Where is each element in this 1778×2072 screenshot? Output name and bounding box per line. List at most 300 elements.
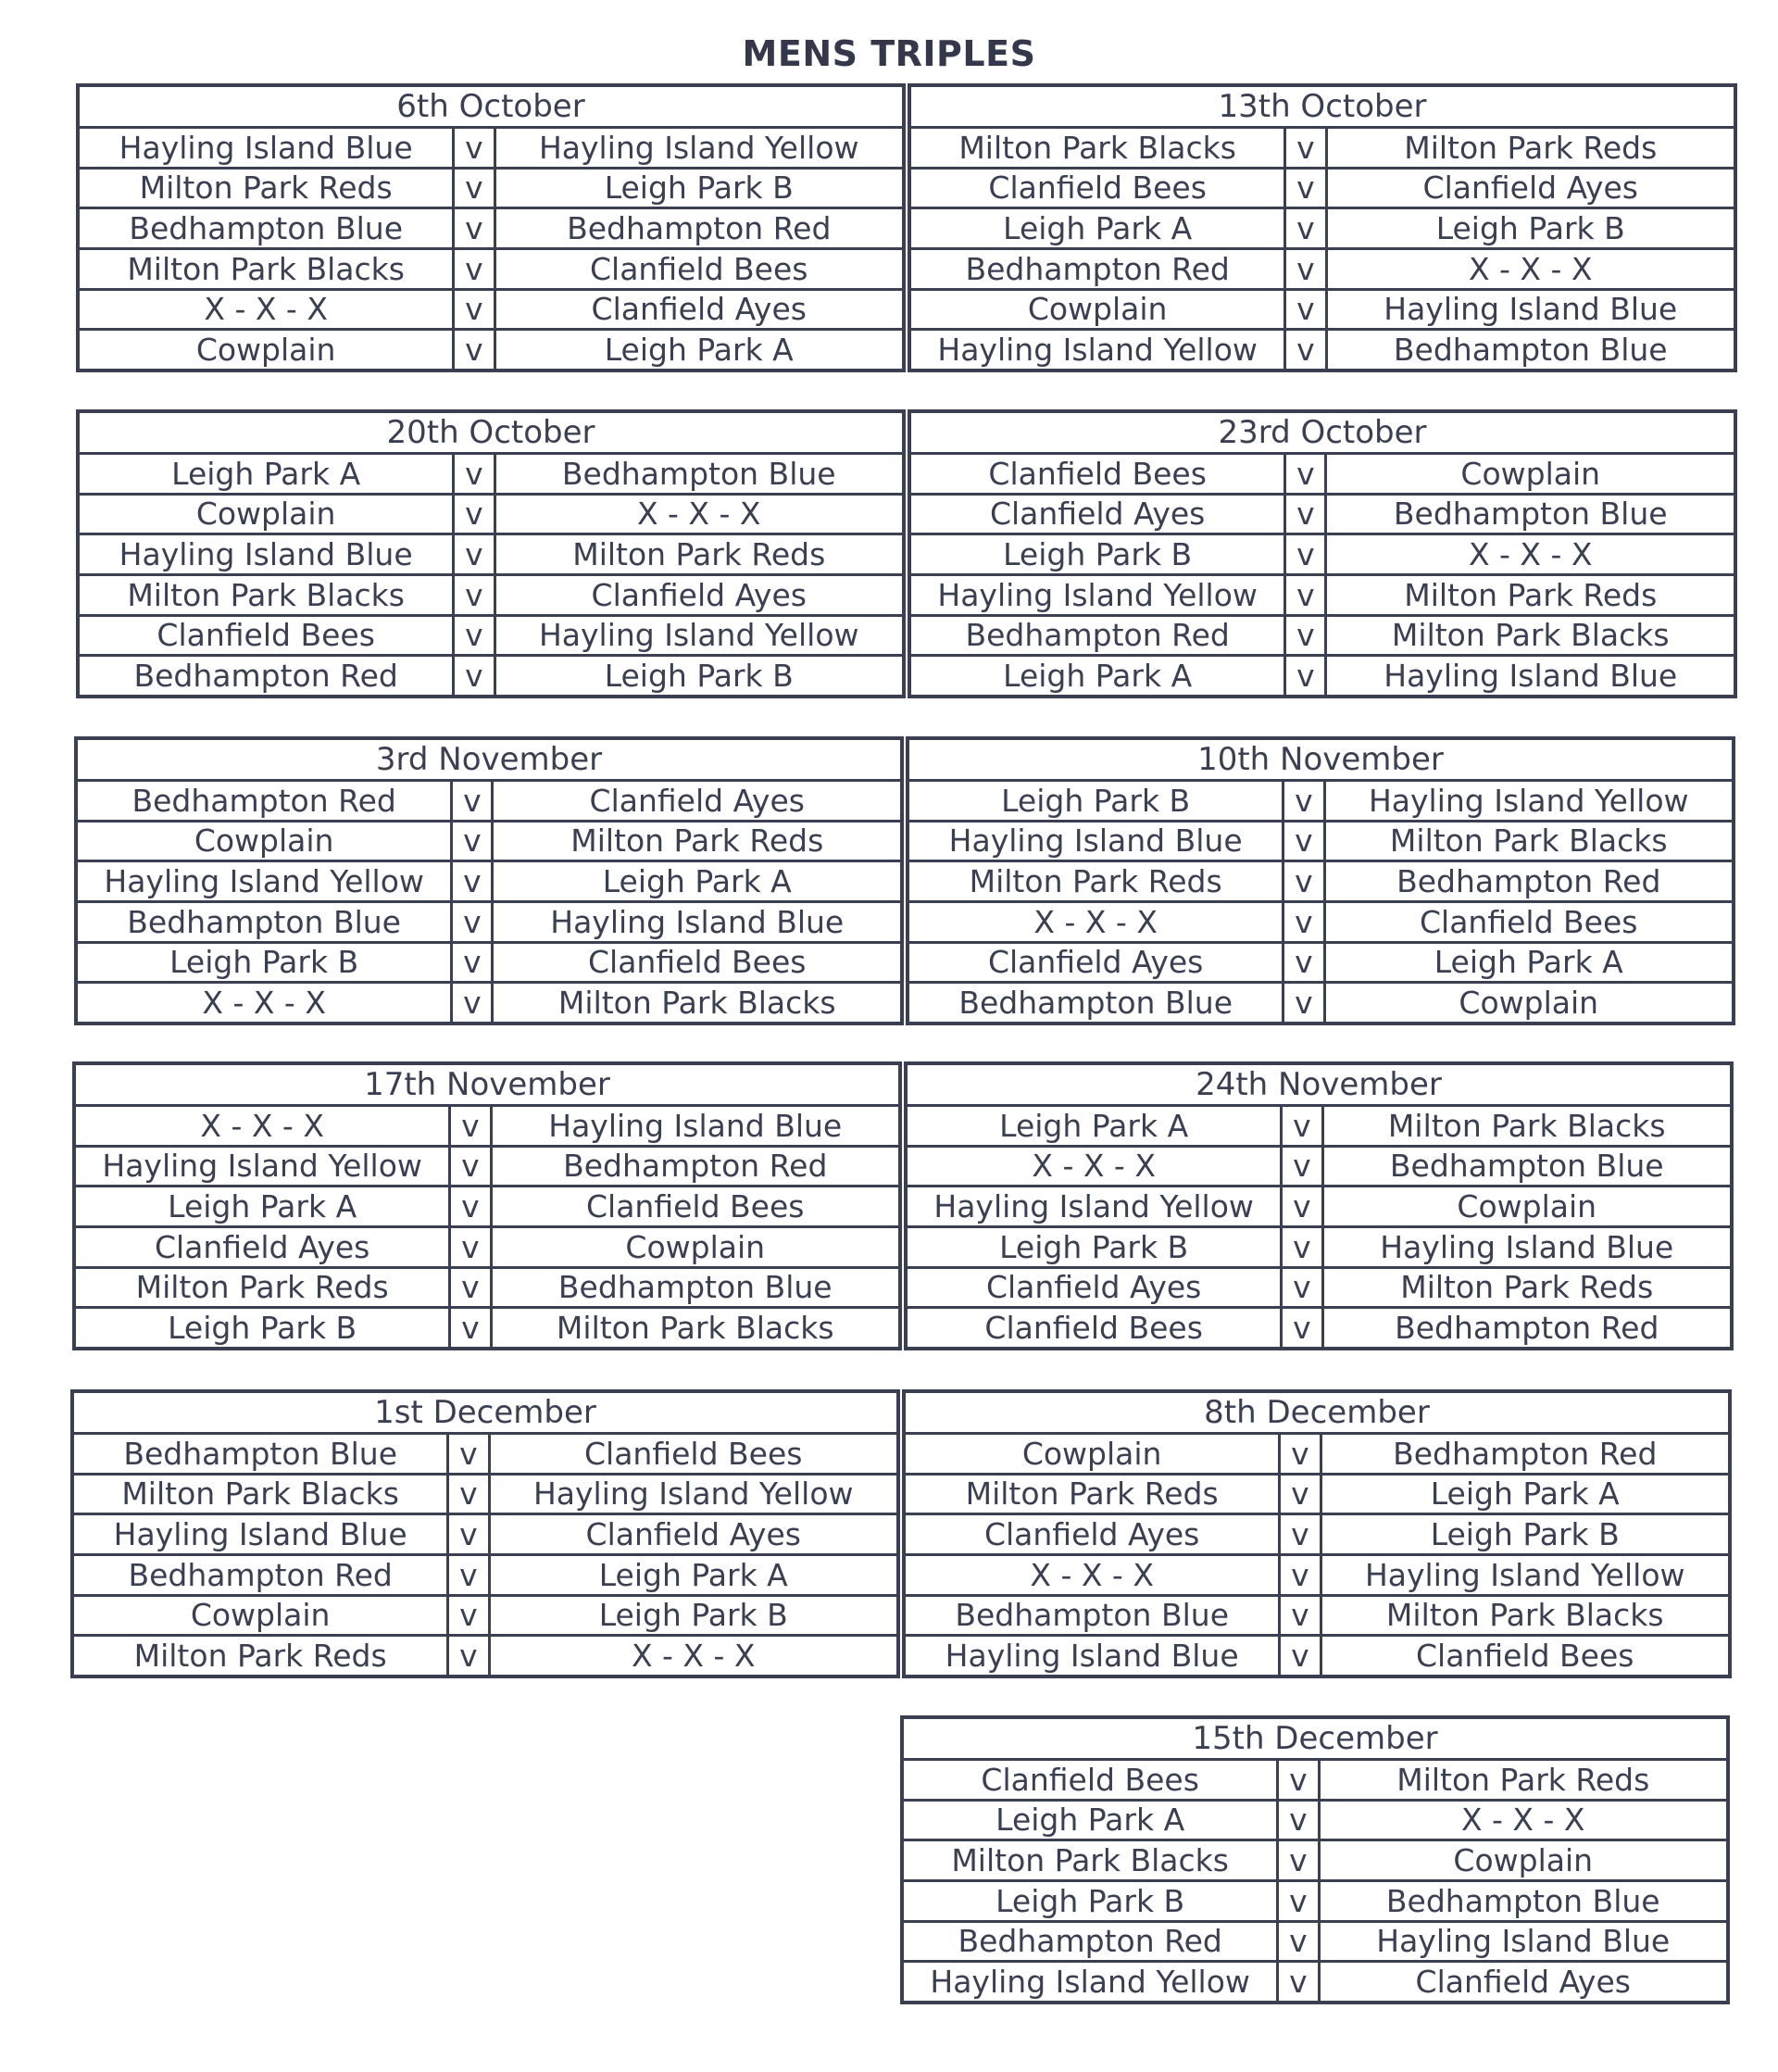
match-row bbox=[906, 1267, 1732, 1308]
fixture-block bbox=[908, 83, 1737, 372]
home-team: Leigh Park B bbox=[74, 1308, 450, 1349]
match-row bbox=[74, 1267, 900, 1308]
fixture-date-row bbox=[72, 1391, 898, 1433]
home-team: Clanfield Bees bbox=[909, 168, 1285, 208]
home-team: Leigh Park B bbox=[906, 1226, 1282, 1267]
away-team: Hayling Island Blue bbox=[493, 901, 902, 942]
away-team: Hayling Island Yellow bbox=[1321, 1554, 1730, 1595]
away-team: Milton Park Blacks bbox=[1326, 615, 1735, 656]
fixture-date-row bbox=[78, 411, 904, 453]
away-team: Cowplain bbox=[1322, 1187, 1732, 1227]
fixture-table bbox=[906, 736, 1735, 1025]
match-row bbox=[78, 289, 904, 330]
home-team: Leigh Park B bbox=[908, 780, 1283, 821]
versus-label: v bbox=[1285, 574, 1326, 615]
away-team: Milton Park Reds bbox=[1326, 574, 1735, 615]
home-team: Bedhampton Red bbox=[76, 780, 452, 821]
fixture-table bbox=[904, 1061, 1734, 1350]
home-team: Cowplain bbox=[76, 821, 452, 861]
versus-label: v bbox=[1285, 494, 1326, 534]
fixture-date: 15th December bbox=[902, 1717, 1728, 1759]
versus-label: v bbox=[1285, 656, 1326, 697]
versus-label: v bbox=[454, 330, 495, 370]
away-team: Clanfield Ayes bbox=[493, 780, 902, 821]
versus-label: v bbox=[452, 901, 493, 942]
versus-label: v bbox=[1280, 1595, 1321, 1636]
match-row bbox=[909, 168, 1735, 208]
match-row bbox=[78, 494, 904, 534]
home-team: Cowplain bbox=[78, 494, 454, 534]
fixture-table bbox=[76, 409, 906, 698]
fixture-date-row bbox=[76, 738, 902, 780]
versus-label: v bbox=[452, 983, 493, 1023]
fixture-date: 17th November bbox=[74, 1063, 900, 1105]
away-team: Leigh Park B bbox=[1326, 208, 1735, 249]
away-team: Leigh Park A bbox=[493, 861, 902, 902]
match-row bbox=[78, 656, 904, 697]
fixture-table bbox=[74, 736, 904, 1025]
home-team: Cowplain bbox=[78, 330, 454, 370]
home-team: Milton Park Reds bbox=[72, 1636, 448, 1676]
versus-label: v bbox=[454, 168, 495, 208]
match-row bbox=[76, 861, 902, 902]
away-team: Milton Park Reds bbox=[1326, 127, 1735, 168]
home-team: Hayling Island Yellow bbox=[902, 1962, 1278, 2003]
match-row bbox=[72, 1474, 898, 1514]
versus-label: v bbox=[452, 780, 493, 821]
match-row bbox=[909, 208, 1735, 249]
versus-label: v bbox=[450, 1187, 491, 1227]
home-team: Milton Park Reds bbox=[78, 168, 454, 208]
home-team: Hayling Island Yellow bbox=[909, 330, 1285, 370]
away-team: Hayling Island Blue bbox=[1322, 1226, 1732, 1267]
home-team: X - X - X bbox=[904, 1554, 1280, 1595]
match-row bbox=[909, 127, 1735, 168]
fixture-date: 1st December bbox=[72, 1391, 898, 1433]
match-row bbox=[906, 1146, 1732, 1187]
match-row bbox=[909, 453, 1735, 494]
versus-label: v bbox=[1280, 1554, 1321, 1595]
away-team: Bedhampton Blue bbox=[1326, 494, 1735, 534]
fixture-date: 13th October bbox=[909, 85, 1735, 127]
match-row bbox=[904, 1474, 1730, 1514]
match-row bbox=[72, 1514, 898, 1555]
home-team: Bedhampton Blue bbox=[908, 983, 1283, 1023]
versus-label: v bbox=[450, 1308, 491, 1349]
away-team: Bedhampton Blue bbox=[491, 1267, 900, 1308]
fixture-date: 8th December bbox=[904, 1391, 1730, 1433]
match-row bbox=[78, 615, 904, 656]
match-row bbox=[904, 1554, 1730, 1595]
fixture-block bbox=[908, 409, 1737, 698]
away-team: Bedhampton Blue bbox=[1319, 1880, 1728, 1921]
match-row bbox=[908, 821, 1734, 861]
versus-label: v bbox=[450, 1105, 491, 1146]
versus-label: v bbox=[1280, 1636, 1321, 1676]
versus-label: v bbox=[1283, 861, 1324, 902]
match-row bbox=[78, 453, 904, 494]
versus-label: v bbox=[1280, 1514, 1321, 1555]
match-row bbox=[78, 574, 904, 615]
away-team: X - X - X bbox=[489, 1636, 898, 1676]
versus-label: v bbox=[1283, 780, 1324, 821]
match-row bbox=[74, 1226, 900, 1267]
versus-label: v bbox=[454, 453, 495, 494]
versus-label: v bbox=[1282, 1105, 1322, 1146]
match-row bbox=[902, 1759, 1728, 1800]
versus-label: v bbox=[450, 1226, 491, 1267]
fixture-date: 3rd November bbox=[76, 738, 902, 780]
away-team: Milton Park Reds bbox=[1322, 1267, 1732, 1308]
fixture-date: 23rd October bbox=[909, 411, 1735, 453]
home-team: Bedhampton Red bbox=[78, 656, 454, 697]
away-team: Hayling Island Blue bbox=[1326, 656, 1735, 697]
home-team: Bedhampton Blue bbox=[78, 208, 454, 249]
away-team: Bedhampton Red bbox=[1321, 1433, 1730, 1474]
away-team: Bedhampton Red bbox=[495, 208, 904, 249]
match-row bbox=[902, 1880, 1728, 1921]
match-row bbox=[909, 656, 1735, 697]
away-team: Milton Park Reds bbox=[495, 534, 904, 575]
match-row bbox=[78, 208, 904, 249]
away-team: Bedhampton Red bbox=[1322, 1308, 1732, 1349]
versus-label: v bbox=[1282, 1308, 1322, 1349]
versus-label: v bbox=[450, 1146, 491, 1187]
versus-label: v bbox=[448, 1554, 489, 1595]
versus-label: v bbox=[450, 1267, 491, 1308]
home-team: Leigh Park A bbox=[909, 656, 1285, 697]
versus-label: v bbox=[1282, 1267, 1322, 1308]
fixture-table bbox=[908, 83, 1737, 372]
home-team: Clanfield Ayes bbox=[904, 1514, 1280, 1555]
match-row bbox=[76, 901, 902, 942]
home-team: X - X - X bbox=[74, 1105, 450, 1146]
match-row bbox=[74, 1308, 900, 1349]
versus-label: v bbox=[1285, 168, 1326, 208]
fixture-block bbox=[76, 83, 906, 372]
match-row bbox=[76, 821, 902, 861]
versus-label: v bbox=[454, 248, 495, 289]
away-team: Leigh Park A bbox=[1321, 1474, 1730, 1514]
versus-label: v bbox=[452, 942, 493, 983]
versus-label: v bbox=[452, 821, 493, 861]
away-team: Clanfield Bees bbox=[1324, 901, 1734, 942]
versus-label: v bbox=[1285, 615, 1326, 656]
match-row bbox=[72, 1636, 898, 1676]
versus-label: v bbox=[448, 1433, 489, 1474]
home-team: Hayling Island Blue bbox=[78, 127, 454, 168]
home-team: Leigh Park B bbox=[909, 534, 1285, 575]
home-team: Bedhampton Blue bbox=[76, 901, 452, 942]
home-team: Hayling Island Yellow bbox=[906, 1187, 1282, 1227]
away-team: Milton Park Blacks bbox=[1321, 1595, 1730, 1636]
away-team: Hayling Island Blue bbox=[1326, 289, 1735, 330]
home-team: Bedhampton Red bbox=[909, 248, 1285, 289]
versus-label: v bbox=[1285, 248, 1326, 289]
match-row bbox=[78, 127, 904, 168]
match-row bbox=[74, 1105, 900, 1146]
versus-label: v bbox=[1278, 1921, 1319, 1962]
versus-label: v bbox=[448, 1595, 489, 1636]
match-row bbox=[902, 1840, 1728, 1881]
home-team: Leigh Park A bbox=[74, 1187, 450, 1227]
match-row bbox=[74, 1146, 900, 1187]
versus-label: v bbox=[1283, 942, 1324, 983]
away-team: Milton Park Blacks bbox=[1322, 1105, 1732, 1146]
home-team: Hayling Island Blue bbox=[904, 1636, 1280, 1676]
versus-label: v bbox=[1285, 453, 1326, 494]
away-team: Milton Park Blacks bbox=[493, 983, 902, 1023]
away-team: Bedhampton Blue bbox=[1326, 330, 1735, 370]
match-row bbox=[72, 1595, 898, 1636]
versus-label: v bbox=[1278, 1800, 1319, 1840]
away-team: Leigh Park A bbox=[489, 1554, 898, 1595]
home-team: X - X - X bbox=[78, 289, 454, 330]
versus-label: v bbox=[454, 656, 495, 697]
versus-label: v bbox=[1282, 1146, 1322, 1187]
away-team: Clanfield Ayes bbox=[489, 1514, 898, 1555]
fixture-block bbox=[76, 409, 906, 698]
match-row bbox=[902, 1962, 1728, 2003]
away-team: Hayling Island Blue bbox=[1319, 1921, 1728, 1962]
match-row bbox=[904, 1514, 1730, 1555]
away-team: Leigh Park A bbox=[495, 330, 904, 370]
match-row bbox=[908, 901, 1734, 942]
away-team: Hayling Island Yellow bbox=[495, 127, 904, 168]
versus-label: v bbox=[454, 127, 495, 168]
versus-label: v bbox=[1285, 330, 1326, 370]
away-team: Bedhampton Blue bbox=[495, 453, 904, 494]
away-team: Hayling Island Yellow bbox=[495, 615, 904, 656]
away-team: Clanfield Bees bbox=[495, 248, 904, 289]
home-team: Leigh Park B bbox=[902, 1880, 1278, 1921]
versus-label: v bbox=[452, 861, 493, 902]
away-team: X - X - X bbox=[1326, 534, 1735, 575]
versus-label: v bbox=[1283, 821, 1324, 861]
match-row bbox=[906, 1226, 1732, 1267]
versus-label: v bbox=[1283, 901, 1324, 942]
home-team: Clanfield Ayes bbox=[908, 942, 1283, 983]
versus-label: v bbox=[448, 1474, 489, 1514]
away-team: Milton Park Blacks bbox=[491, 1308, 900, 1349]
home-team: Milton Park Blacks bbox=[909, 127, 1285, 168]
home-team: Clanfield Ayes bbox=[906, 1267, 1282, 1308]
home-team: Leigh Park A bbox=[902, 1800, 1278, 1840]
match-row bbox=[909, 534, 1735, 575]
home-team: Clanfield Bees bbox=[909, 453, 1285, 494]
match-row bbox=[906, 1308, 1732, 1349]
home-team: Milton Park Reds bbox=[904, 1474, 1280, 1514]
home-team: Clanfield Bees bbox=[902, 1759, 1278, 1800]
away-team: Bedhampton Red bbox=[1324, 861, 1734, 902]
match-row bbox=[908, 861, 1734, 902]
away-team: Bedhampton Red bbox=[491, 1146, 900, 1187]
fixture-block bbox=[72, 1061, 902, 1350]
away-team: Clanfield Ayes bbox=[1319, 1962, 1728, 2003]
away-team: Clanfield Bees bbox=[491, 1187, 900, 1227]
match-row bbox=[909, 289, 1735, 330]
match-row bbox=[909, 330, 1735, 370]
home-team: X - X - X bbox=[76, 983, 452, 1023]
match-row bbox=[909, 494, 1735, 534]
match-row bbox=[908, 983, 1734, 1023]
away-team: Milton Park Reds bbox=[493, 821, 902, 861]
home-team: Clanfield Ayes bbox=[74, 1226, 450, 1267]
home-team: Milton Park Reds bbox=[908, 861, 1283, 902]
versus-label: v bbox=[1282, 1187, 1322, 1227]
match-row bbox=[902, 1921, 1728, 1962]
match-row bbox=[76, 942, 902, 983]
away-team: Leigh Park B bbox=[495, 656, 904, 697]
fixture-block bbox=[904, 1061, 1734, 1350]
match-row bbox=[906, 1187, 1732, 1227]
away-team: Clanfield Ayes bbox=[1326, 168, 1735, 208]
away-team: Milton Park Blacks bbox=[1324, 821, 1734, 861]
away-team: Clanfield Bees bbox=[1321, 1636, 1730, 1676]
away-team: Leigh Park B bbox=[489, 1595, 898, 1636]
fixture-date: 24th November bbox=[906, 1063, 1732, 1105]
away-team: X - X - X bbox=[495, 494, 904, 534]
match-row bbox=[906, 1105, 1732, 1146]
match-row bbox=[76, 780, 902, 821]
home-team: Hayling Island Yellow bbox=[76, 861, 452, 902]
home-team: Bedhampton Red bbox=[72, 1554, 448, 1595]
match-row bbox=[904, 1595, 1730, 1636]
home-team: Milton Park Reds bbox=[74, 1267, 450, 1308]
fixture-table bbox=[72, 1061, 902, 1350]
versus-label: v bbox=[1285, 127, 1326, 168]
fixture-date: 10th November bbox=[908, 738, 1734, 780]
home-team: Leigh Park B bbox=[76, 942, 452, 983]
fixture-table bbox=[908, 409, 1737, 698]
home-team: X - X - X bbox=[908, 901, 1283, 942]
versus-label: v bbox=[448, 1514, 489, 1555]
home-team: Clanfield Bees bbox=[906, 1308, 1282, 1349]
fixture-date: 20th October bbox=[78, 411, 904, 453]
away-team: Hayling Island Yellow bbox=[1324, 780, 1734, 821]
match-row bbox=[78, 248, 904, 289]
home-team: Hayling Island Blue bbox=[72, 1514, 448, 1555]
away-team: Clanfield Ayes bbox=[495, 289, 904, 330]
versus-label: v bbox=[1280, 1474, 1321, 1514]
match-row bbox=[909, 574, 1735, 615]
home-team: Milton Park Blacks bbox=[78, 248, 454, 289]
fixture-block bbox=[74, 736, 904, 1025]
home-team: Milton Park Blacks bbox=[902, 1840, 1278, 1881]
home-team: Hayling Island Blue bbox=[908, 821, 1283, 861]
away-team: Leigh Park A bbox=[1324, 942, 1734, 983]
fixture-block bbox=[902, 1389, 1732, 1678]
fixture-block bbox=[70, 1389, 900, 1678]
home-team: Milton Park Blacks bbox=[78, 574, 454, 615]
versus-label: v bbox=[454, 534, 495, 575]
fixture-table bbox=[70, 1389, 900, 1678]
match-row bbox=[909, 615, 1735, 656]
home-team: Bedhampton Red bbox=[909, 615, 1285, 656]
home-team: Leigh Park A bbox=[78, 453, 454, 494]
fixture-date-row bbox=[909, 411, 1735, 453]
home-team: Bedhampton Blue bbox=[72, 1433, 448, 1474]
home-team: Bedhampton Red bbox=[902, 1921, 1278, 1962]
versus-label: v bbox=[1285, 289, 1326, 330]
home-team: Cowplain bbox=[904, 1433, 1280, 1474]
versus-label: v bbox=[448, 1636, 489, 1676]
versus-label: v bbox=[1278, 1759, 1319, 1800]
away-team: Clanfield Bees bbox=[489, 1433, 898, 1474]
versus-label: v bbox=[1285, 208, 1326, 249]
versus-label: v bbox=[454, 208, 495, 249]
home-team: Leigh Park A bbox=[909, 208, 1285, 249]
versus-label: v bbox=[1278, 1840, 1319, 1881]
versus-label: v bbox=[454, 574, 495, 615]
fixture-block bbox=[906, 736, 1735, 1025]
versus-label: v bbox=[1282, 1226, 1322, 1267]
match-row bbox=[78, 330, 904, 370]
versus-label: v bbox=[1278, 1962, 1319, 2003]
home-team: Clanfield Bees bbox=[78, 615, 454, 656]
match-row bbox=[72, 1433, 898, 1474]
versus-label: v bbox=[1280, 1433, 1321, 1474]
home-team: Cowplain bbox=[72, 1595, 448, 1636]
home-team: Leigh Park A bbox=[906, 1105, 1282, 1146]
home-team: Clanfield Ayes bbox=[909, 494, 1285, 534]
fixture-table bbox=[902, 1389, 1732, 1678]
home-team: X - X - X bbox=[906, 1146, 1282, 1187]
home-team: Milton Park Blacks bbox=[72, 1474, 448, 1514]
away-team: Clanfield Ayes bbox=[495, 574, 904, 615]
away-team: Milton Park Reds bbox=[1319, 1759, 1728, 1800]
fixture-date: 6th October bbox=[78, 85, 904, 127]
versus-label: v bbox=[1278, 1880, 1319, 1921]
fixture-date-row bbox=[904, 1391, 1730, 1433]
match-row bbox=[902, 1800, 1728, 1840]
match-row bbox=[72, 1554, 898, 1595]
home-team: Cowplain bbox=[909, 289, 1285, 330]
home-team: Hayling Island Yellow bbox=[909, 574, 1285, 615]
match-row bbox=[904, 1636, 1730, 1676]
away-team: X - X - X bbox=[1319, 1800, 1728, 1840]
away-team: Cowplain bbox=[1324, 983, 1734, 1023]
away-team: Bedhampton Blue bbox=[1322, 1146, 1732, 1187]
fixture-date-row bbox=[902, 1717, 1728, 1759]
match-row bbox=[908, 780, 1734, 821]
versus-label: v bbox=[1283, 983, 1324, 1023]
home-team: Hayling Island Yellow bbox=[74, 1146, 450, 1187]
home-team: Bedhampton Blue bbox=[904, 1595, 1280, 1636]
fixture-date-row bbox=[74, 1063, 900, 1105]
away-team: X - X - X bbox=[1326, 248, 1735, 289]
fixture-date-row bbox=[908, 738, 1734, 780]
home-team: Hayling Island Blue bbox=[78, 534, 454, 575]
versus-label: v bbox=[454, 289, 495, 330]
away-team: Hayling Island Yellow bbox=[489, 1474, 898, 1514]
match-row bbox=[909, 248, 1735, 289]
versus-label: v bbox=[1285, 534, 1326, 575]
fixture-date-row bbox=[909, 85, 1735, 127]
fixture-date-row bbox=[906, 1063, 1732, 1105]
fixture-table bbox=[76, 83, 906, 372]
away-team: Leigh Park B bbox=[1321, 1514, 1730, 1555]
versus-label: v bbox=[454, 494, 495, 534]
match-row bbox=[74, 1187, 900, 1227]
away-team: Leigh Park B bbox=[495, 168, 904, 208]
match-row bbox=[908, 942, 1734, 983]
fixture-date-row bbox=[78, 85, 904, 127]
away-team: Cowplain bbox=[1326, 453, 1735, 494]
versus-label: v bbox=[454, 615, 495, 656]
away-team: Cowplain bbox=[1319, 1840, 1728, 1881]
away-team: Cowplain bbox=[491, 1226, 900, 1267]
